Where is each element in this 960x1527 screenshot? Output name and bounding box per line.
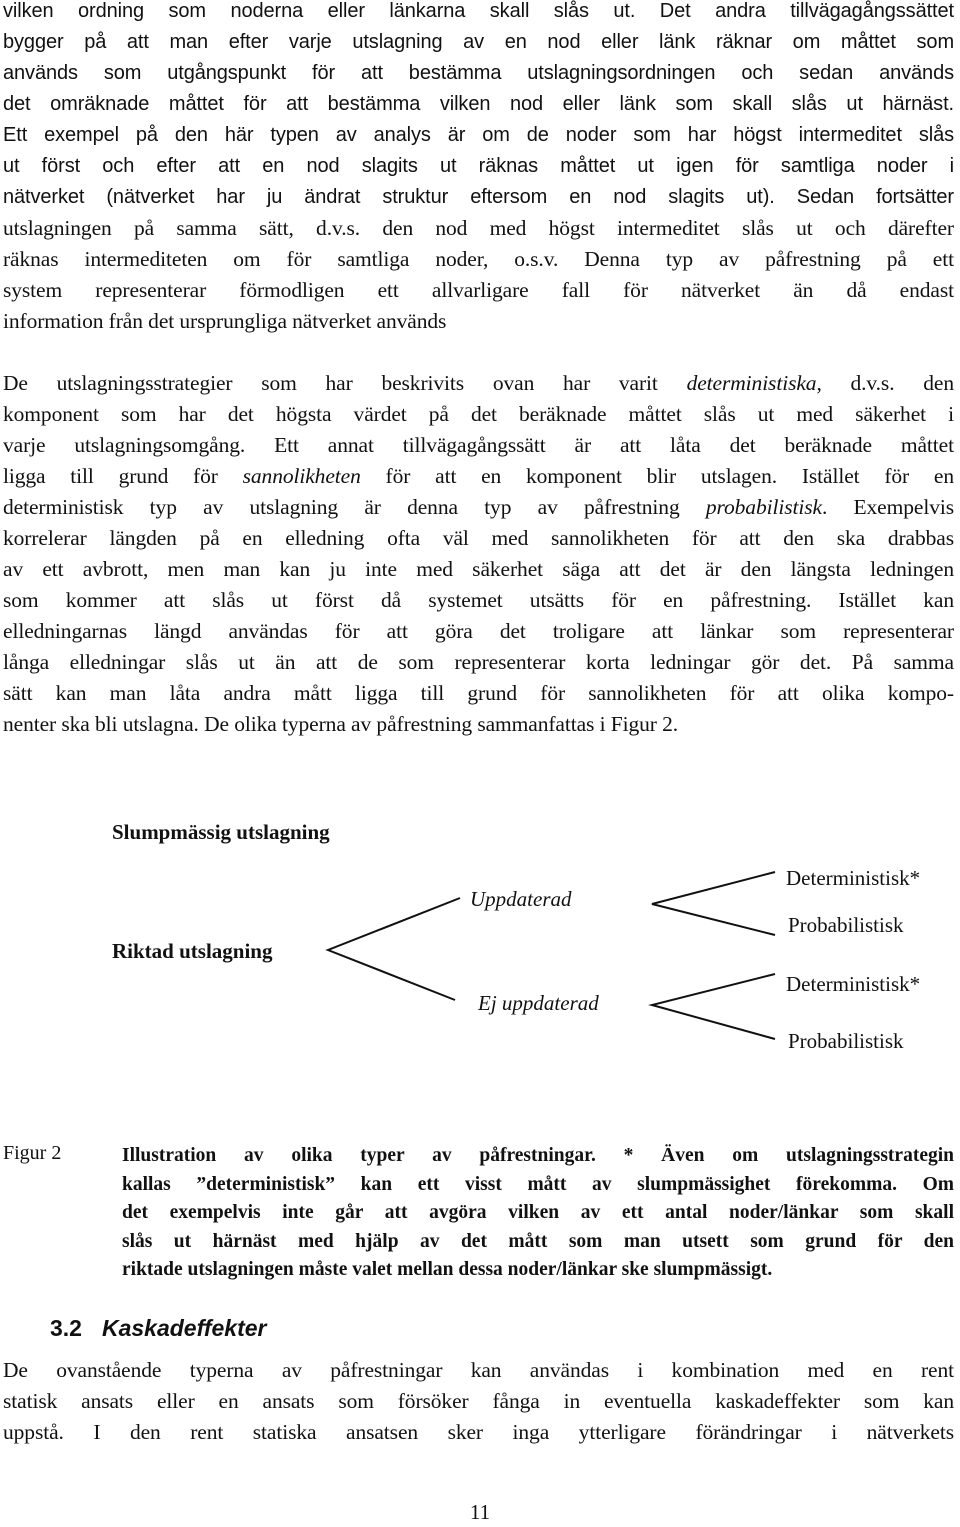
text-line: statisk ansats eller en ansats som försöker fånga in eventuella kaskadeffekter som kan [3,1389,954,1413]
paragraph-2 [3,120,954,337]
branch-lines-not-updated [652,974,775,1039]
text-line: ut först och efter att en nod slagits ut räknas måttet ut igen för samtliga noder i [3,155,954,177]
caption-line: det exempelvis inte går att avgöra vilken av ett antal noder/länkar som skall [122,1202,954,1223]
emphasis-deterministic: deterministiska [686,371,817,395]
emphasis-probability: sannolikheten [242,464,361,488]
text-line: ligga till grund för sannolikheten för att en komponent blir utslagen. Istället för en [3,464,955,488]
text-line: komponent som har det högsta värdet på det beräknade måttet slås ut med säkerhet i [3,402,954,426]
text-line: det omräknade måttet för att bestämma vilken nod eller länk som skall slås ut härnäst. [3,93,954,115]
text-line: nenter ska bli utslagna. De olika typerna av påfrestning sammanfattas i Figur 2. [3,712,679,736]
text-line: system representerar förmodligen ett allvarligare fall för nätverket än då endast [3,278,954,302]
label-updated: Uppdaterad [470,887,572,911]
figure-label: Figur 2 [3,1142,62,1164]
text-line: nätverket (nätverket har ju ändrat struktur eftersom en nod slagits ut). Sedan fortsätter [3,186,954,208]
caption-line: kallas ”deterministisk” kan ett visst mått av slumpmässighet förekomma. Om [122,1173,954,1195]
text-line: används som utgångspunkt för att bestämma utslagningsordningen och sedan används [3,62,954,84]
section-number: 3.2 [50,1315,82,1341]
emphasis-probabilistic: probabilistisk [705,495,822,519]
paragraph-3 [3,368,954,740]
figure-caption [122,1142,954,1285]
paragraph-1 [3,0,954,120]
text-line: räknas intermediteten om för samtliga noder, o.s.v. Denna typ av påfrestning på ett [3,247,954,271]
text-line: De utslagningsstrategier som har beskrivits ovan har varit deterministiska, d.v.s. den [3,371,954,395]
branch-lines-targeted [328,898,460,1000]
label-deterministic-2: Deterministisk* [786,972,921,996]
section-heading [50,1315,267,1342]
text-line: varje utslagningsomgång. Ett annat tillvägagångssätt är att låta det beräknade måttet [3,433,954,457]
caption-line: riktade utslagningen måste valet mellan dessa noder/länkar ske slumpmässigt. [122,1259,773,1280]
page-number: 11 [469,1500,491,1524]
label-probabilistic-2: Probabilistisk [788,1029,904,1053]
text-line: korrelerar längden på en elledning ofta väl med sannolikheten för att den ska drabbas [3,526,954,550]
text-line: deterministisk typ av utslagning är denna typ av påfrestning probabilistisk. Exempelvis [3,495,954,519]
text-line: av ett avbrott, men man kan ju inte med säkerhet säga att det är den längsta ledningen [3,557,954,581]
text-line: information från det ursprungliga nätverket används [3,309,447,333]
text-line: sätt kan man låta andra mått ligga till grund för sannolikheten för att olika kompo- [3,681,954,705]
label-not-updated: Ej uppdaterad [478,991,599,1015]
branch-lines-updated [652,872,775,935]
text-line: elledningarnas längd användas för att göra det troligare att länkar som representerar [3,619,954,643]
text-line: vilken ordning som noderna eller länkarna skall slås ut. Det andra tillvägagångssättet [3,0,954,22]
caption-line: slås ut härnäst med hjälp av det mått som man utsett som grund för den [122,1230,954,1252]
text-line: som kommer att slås ut först då systemet utsätts för en påfrestning. Istället kan [3,588,954,612]
text-line: bygger på att man efter varje utslagning av en nod eller länk räknar om måttet som [3,31,954,53]
paragraph-4 [3,1355,954,1448]
caption-line: Illustration av olika typer av påfrestningar. * Även om utslagningsstrategin [122,1145,954,1166]
section-title: Kaskadeffekter [101,1315,267,1341]
text-line: De ovanstående typerna av påfrestningar kan användas i kombination med en rent [3,1358,954,1382]
label-random-outage: Slumpmässig utslagning [112,820,330,844]
text-line: långa elledningar slås ut än att de som representerar korta ledningar gör det. På samma [3,650,954,674]
label-probabilistic-1: Probabilistisk [788,913,904,937]
label-deterministic-1: Deterministisk* [786,866,921,890]
text-line: utslagningen på samma sätt, d.v.s. den nod med högst intermeditet slås ut och därefter [3,216,954,240]
text-line: Ett exempel på den här typen av analys är om de noder som har högst intermeditet slås [3,124,954,146]
figure-2-diagram [0,800,960,1100]
label-targeted-outage: Riktad utslagning [112,939,273,963]
text-line: uppstå. I den rent statiska ansatsen sker inga ytterligare förändringar i nätverkets [3,1420,954,1444]
